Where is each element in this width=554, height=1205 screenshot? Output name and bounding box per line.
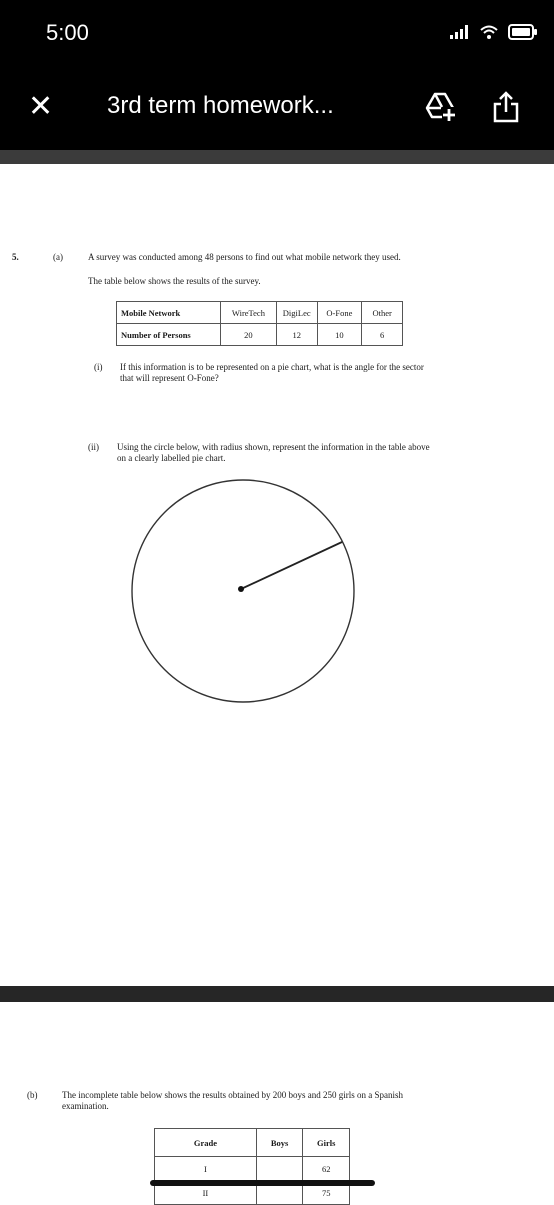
- subquestion-ii-line1: Using the circle below, with radius shown, represent the information in the table above: [117, 442, 430, 452]
- table-cell: 10: [317, 324, 362, 346]
- table-cell: 6: [362, 324, 403, 346]
- table-intro: The table below shows the results of the survey.: [88, 276, 261, 286]
- subquestion-i-line1: If this information is to be represented on a pie chart, what is the angle for the sector: [120, 362, 424, 372]
- add-to-drive-icon[interactable]: [424, 90, 458, 124]
- page-divider: [0, 986, 554, 1002]
- table-row-label: Number of Persons: [117, 324, 221, 346]
- table-cell: 62: [303, 1157, 350, 1181]
- table-cell: 12: [276, 324, 317, 346]
- table-cell: WireTech: [221, 302, 277, 324]
- part-b-line2: examination.: [62, 1101, 109, 1111]
- subquestion-ii-line2: on a clearly labelled pie chart.: [117, 453, 226, 463]
- part-b-label: (b): [27, 1090, 38, 1100]
- table-cell: DigiLec: [276, 302, 317, 324]
- subquestion-i-label: (i): [94, 362, 103, 372]
- table-header: Boys: [256, 1129, 303, 1157]
- part-b-line1: The incomplete table below shows the results obtained by 200 boys and 250 girls on a Spanish: [62, 1090, 403, 1100]
- question-number: 5.: [12, 252, 19, 262]
- survey-table: [116, 301, 403, 346]
- table-cell: Other: [362, 302, 403, 324]
- page-divider: [0, 150, 554, 164]
- table-cell: 20: [221, 324, 277, 346]
- table-header: Grade: [155, 1129, 257, 1157]
- table-cell: I: [155, 1157, 257, 1181]
- table-row-label: Mobile Network: [117, 302, 221, 324]
- top-bar: [0, 0, 554, 150]
- table-cell: II: [155, 1181, 257, 1205]
- table-header: Girls: [303, 1129, 350, 1157]
- table-cell: O-Fone: [317, 302, 362, 324]
- home-indicator[interactable]: [150, 1180, 375, 1186]
- grades-table: [154, 1128, 350, 1205]
- subquestion-ii-label: (ii): [88, 442, 99, 452]
- question-intro: A survey was conducted among 48 persons to find out what mobile network they used.: [88, 252, 401, 262]
- close-icon[interactable]: ✕: [28, 89, 54, 124]
- wifi-icon: [480, 25, 498, 39]
- share-icon[interactable]: [491, 90, 521, 124]
- document-title: 3rd term homework...: [107, 92, 334, 119]
- blank-pie-circle: [130, 478, 356, 704]
- part-a-label: (a): [53, 252, 63, 262]
- document-page-2: [0, 1002, 554, 1200]
- status-time: 5:00: [46, 20, 89, 45]
- table-cell: 75: [303, 1181, 350, 1205]
- status-icons: [450, 24, 538, 40]
- subquestion-i-line2: that will represent O-Fone?: [120, 373, 219, 383]
- document-page-1: [0, 164, 554, 986]
- signal-icon: [450, 25, 470, 39]
- battery-icon: [508, 24, 538, 40]
- table-cell: [256, 1157, 303, 1181]
